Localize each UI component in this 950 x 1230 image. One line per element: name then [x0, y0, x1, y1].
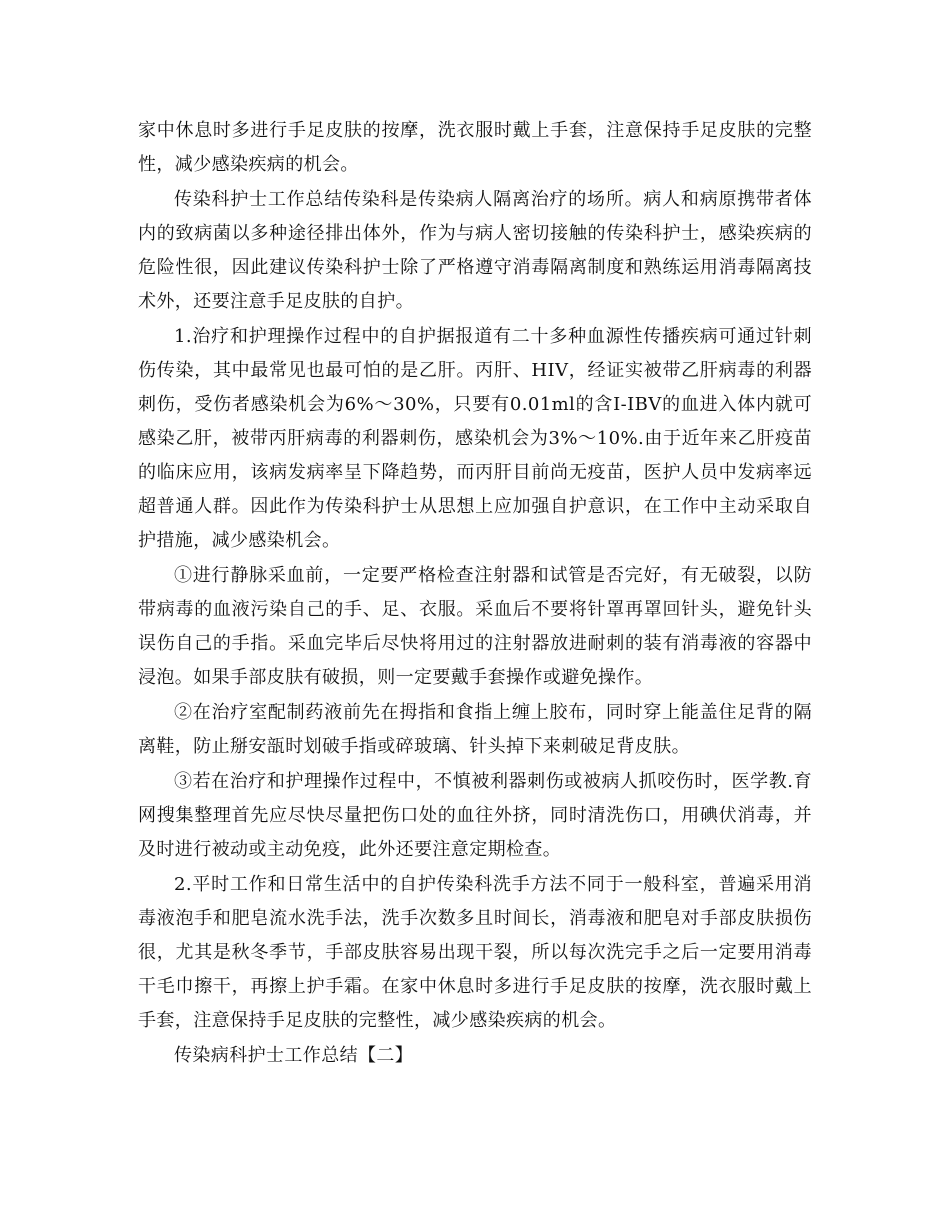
paragraph-item-1: ①进行静脉采血前，一定要严格检查注射器和试管是否完好，有无破裂，以防带病毒的血液污染自己的手、足、衣服。采血后不要将针罩再罩回针头，避免针头误伤自己的手指。采血完毕后尽快将用过的注射器放进耐刺的装有消毒液的容器中浸泡。如果手部皮肤有破损，则一定要戴手套操作或避免操作。 — [138, 565, 812, 688]
paragraph-item-2: ②在治疗室配制药液前先在拇指和食指上缠上胶布，同时穿上能盖住足背的隔离鞋，防止掰安瓿时划破手指或碎玻璃、针头掉下来刺破足背皮肤。 — [138, 702, 812, 757]
paragraph-continuation: 家中休息时多进行手足皮肤的按摩，洗衣服时戴上手套，注意保持手足皮肤的完整性，减少感染疾病的机会。 — [138, 120, 812, 175]
paragraph-section-2: 2.平时工作和日常生活中的自护传染科洗手方法不同于一般科室，普遍采用消毒液泡手和肥皂流水洗手法，洗手次数多且时间长，消毒液和肥皂对手部皮肤损伤很，尤其是秋冬季节，手部皮肤容易出现干裂，所以每次洗完手之后一定要用消毒干毛巾擦干，再擦上护手霜。在家中休息时多进行手足皮肤的按摩，洗衣服时戴上手套，注意保持手足皮肤的完整性，减少感染疾病的机会。 — [138, 874, 812, 1031]
paragraph-item-3: ③若在治疗和护理操作过程中，不慎被利器刺伤或被病人抓咬伤时，医学教.育网搜集整理首先应尽快尽量把伤口处的血往外挤，同时清洗伤口，用碘伏消毒，并及时进行被动或主动免疫，此外还要注意定期检查。 — [138, 771, 812, 860]
section-heading: 传染病科护士工作总结【二】 — [174, 1045, 414, 1066]
paragraph-section-1: 1.治疗和护理操作过程中的自护据报道有二十多种血源性传播疾病可通过针刺伤传染，其中最常见也最可怕的是乙肝。丙肝、HIV，经证实被带乙肝病毒的利器刺伤，受伤者感染机会为6%～30%，只要有0.01ml的含I-IBV的血进入体内就可感染乙肝，被带丙肝病毒的利器刺伤，感染机会为3%～10%.由于近年来乙肝疫苗的临床应用，该病发病率呈下降趋势，而丙肝目前尚无疫苗，医护人员中发病率远超普通人群。因此作为传染科护士从思想上应加强自护意识，在工作中主动采取自护措施，减少感染机会。 — [138, 326, 812, 551]
paragraph-intro: 传染科护士工作总结传染科是传染病人隔离治疗的场所。病人和病原携带者体内的致病菌以多种途径排出体外，作为与病人密切接触的传染科护士，感染疾病的危险性很，因此建议传染科护士除了严格遵守消毒隔离制度和熟练运用消毒隔离技术外，还要注意手足皮肤的自护。 — [138, 189, 812, 312]
